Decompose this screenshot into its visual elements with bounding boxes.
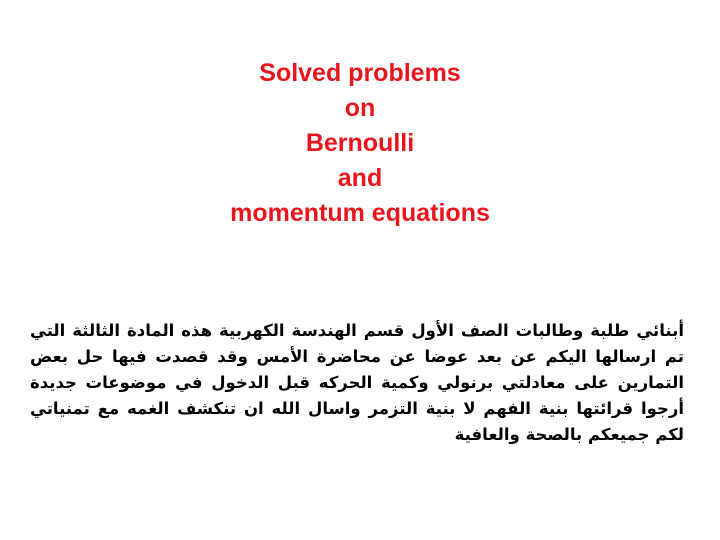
title-line-5: momentum equations [230, 199, 490, 227]
title-line-3: Bernoulli [305, 129, 415, 157]
arabic-message-paragraph: أبنائي طلبة وطالبات الصف الأول قسم الهندسة الكهربية هذه المادة الثالثة التي تم ارسالها اليكم عن بعد عوضا عن محاضرة الأمس وقد قصدت فيها حل بعض التمارين على معادلتي برنولي وكمية الحركه قبل الدخول في موضوعات جديدة أرجوا قرائتها بنية الفهم لا بنية التزمر واسال الله ان تنكشف الغمه مع تمنياتي لكم جميعكم بالصحة والعافية [30, 321, 684, 444]
title-line-4: and [337, 164, 383, 192]
title-line-1: Solved problems [259, 59, 461, 87]
title-line-2: on [344, 94, 376, 122]
slide-title [0, 56, 720, 231]
